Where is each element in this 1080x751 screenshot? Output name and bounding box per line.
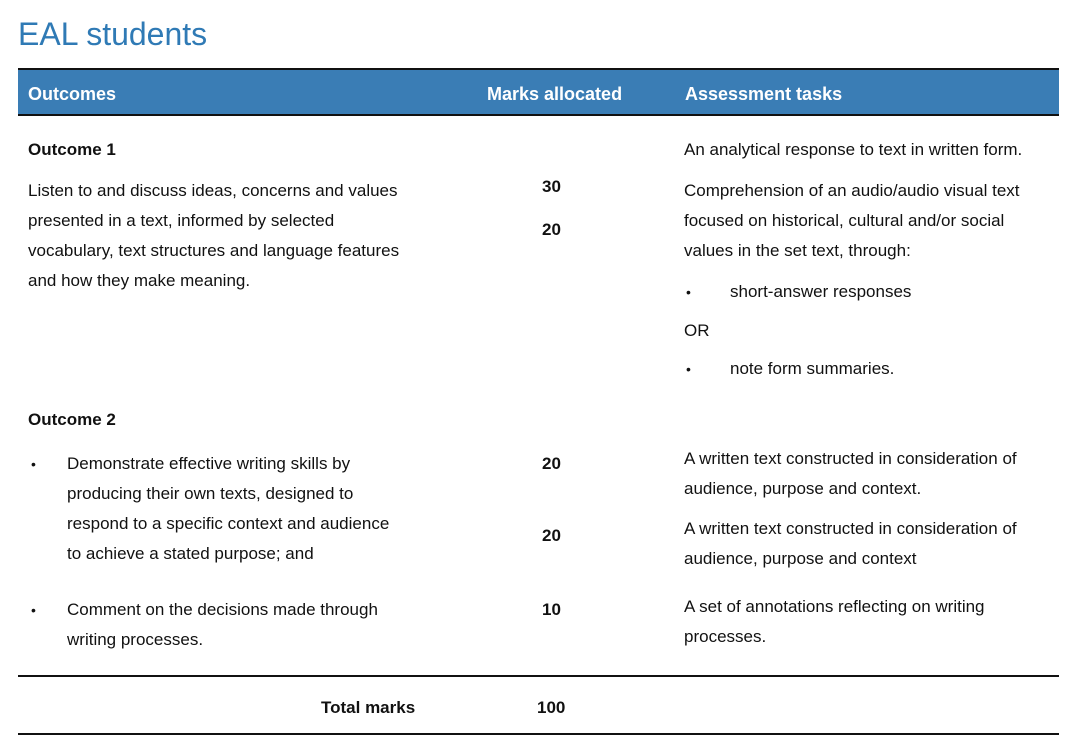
outcome-2-task-line: A written text constructed in consideration of — [684, 449, 1017, 468]
outcome-2-item-line: to achieve a stated purpose; and — [67, 544, 314, 563]
outcome-2-task-line: processes. — [684, 627, 767, 646]
total-value: 100 — [537, 698, 566, 717]
outcome-1-mark: 30 — [542, 177, 561, 196]
page-title: EAL students — [18, 16, 208, 52]
outcome-2-mark: 20 — [542, 454, 561, 473]
outcome-1-task: An analytical response to text in written form. — [684, 140, 1023, 159]
outcome-1-line: vocabulary, text structures and language features — [28, 241, 400, 260]
outcome-2-task-line: A set of annotations reflecting on writing — [684, 597, 985, 616]
outcome-1-task-line: values in the set text, through: — [684, 241, 911, 260]
outcome-2-item-line: Comment on the decisions made through — [67, 600, 378, 619]
outcome-1-task-line: Comprehension of an audio/audio visual text — [684, 181, 1020, 200]
header-tasks: Assessment tasks — [685, 84, 843, 104]
outcome-2-task-line: audience, purpose and context. — [684, 479, 922, 498]
total-label: Total marks — [321, 698, 416, 717]
header-outcomes: Outcomes — [28, 84, 117, 104]
outcome-2-task-line: A written text constructed in consideration of — [684, 519, 1017, 538]
outcome-2-heading: Outcome 2 — [28, 410, 116, 429]
or-label: OR — [684, 321, 710, 340]
outcome-1-line: Listen to and discuss ideas, concerns and values — [28, 181, 398, 200]
outcome-2-item-line: writing processes. — [67, 630, 204, 649]
outcome-2-item-line: Demonstrate effective writing skills by — [67, 454, 351, 473]
outcome-2-mark: 20 — [542, 526, 561, 545]
outcome-1-heading: Outcome 1 — [28, 140, 116, 159]
outcome-2-task-line: audience, purpose and context — [684, 549, 917, 568]
outcome-2-item-line: producing their own texts, designed to — [67, 484, 354, 503]
task-bullet-item: note form summaries. — [730, 359, 895, 378]
total-bottom-rule — [18, 733, 1059, 735]
table-header — [18, 68, 1059, 116]
outcome-2-mark: 10 — [542, 600, 561, 619]
header-marks: Marks allocated — [487, 84, 623, 104]
total-top-rule — [18, 675, 1059, 677]
bullet-icon: • — [31, 456, 36, 472]
outcome-1-line: presented in a text, informed by selected — [28, 211, 335, 230]
task-bullet-item: short-answer responses — [730, 282, 912, 301]
outcome-1-mark: 20 — [542, 220, 561, 239]
outcome-1-task-line: focused on historical, cultural and/or social — [684, 211, 1005, 230]
bullet-icon: • — [686, 284, 691, 300]
outcome-2-item-line: respond to a specific context and audience — [67, 514, 390, 533]
bullet-icon: • — [31, 602, 36, 618]
bullet-icon: • — [686, 361, 691, 377]
outcome-1-line: and how they make meaning. — [28, 271, 251, 290]
